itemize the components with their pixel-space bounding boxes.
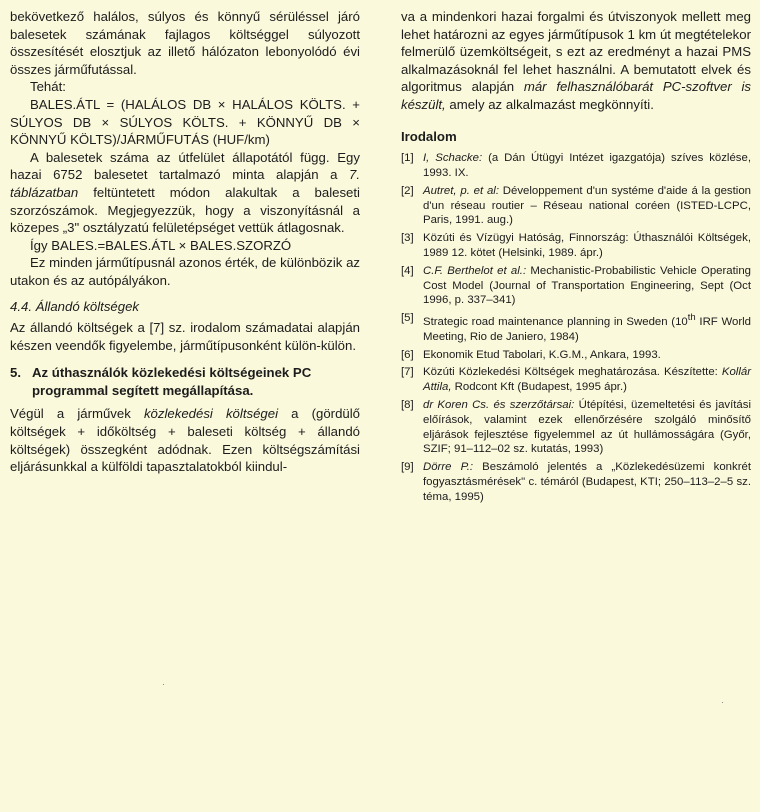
section-number: 5.	[10, 365, 21, 381]
reference-text	[423, 398, 751, 457]
scan-artifact	[163, 684, 164, 685]
reference-text	[423, 264, 751, 308]
reference-body: Strategic road maintenance planning in Sweden (10	[423, 315, 688, 328]
reference-body: (a Dán Útügyi Intézet igazgatója) szíves közlése, 1993. IX.	[423, 152, 751, 179]
reference-item	[401, 151, 751, 181]
section-heading-4-4: 4.4. Állandó költségek	[10, 298, 140, 314]
superscript: th	[687, 312, 696, 324]
paragraph-accident-sum: bekövetkező halálos, súlyos és könnyű sérüléssel járó balesetek számának fajlagos költséggel súlyozott összesítését elosztjuk az illető hálózaton lebonyolódó évi összes járműfutással.	[10, 9, 360, 77]
italic-software-note: már felhasználóbarát PC-szoftver is készült,	[401, 79, 751, 112]
reference-body: Mechanistic-Probabilistic Vehicle Operating Cost Model (Journal of Transportation Engineering, Sept (Oct 1996, p. 337–341)	[423, 264, 752, 307]
reference-number: [9]	[401, 461, 414, 474]
reference-author: dr Koren Cs. és szerzőtársai:	[423, 398, 575, 411]
formula-bales: Így BALES.=BALES.ÁTL × BALES.SZORZÓ	[30, 237, 292, 253]
reference-body: Ekonomik Etud Tabolari, K.G.M., Ankara, 1993.	[423, 348, 661, 361]
reference-item	[401, 231, 751, 261]
text-run: amely az alkalmazást megkönnyíti.	[445, 96, 654, 112]
reference-body: IRF World Meeting, Rio de Janiero, 1984)	[423, 315, 751, 343]
text-run: a (gördülő költségek + időköltség + baleseti költség + állandó költségek) összegként adódnak. Ezen költségszámítási eljárásunkkal a külföldi tapasztalatokból kiindul-	[10, 406, 360, 475]
reference-number: [8]	[401, 398, 414, 411]
scan-artifact	[722, 702, 723, 703]
reference-number: [3]	[401, 232, 414, 245]
left-column	[10, 8, 360, 476]
text-run: va a mindenkori hazai forgalmi és útviszonyok mellett meg lehet határozni az egyes járműtípusok 1 km út megtételekor felmerülő üzemköltségeit, s ezt az eredményt a hazai PMS alkalmazásoknál fel lehet használni. A bemutatott elvek és algoritmus alapján	[401, 9, 751, 95]
references-heading: Irodalom	[401, 128, 457, 144]
reference-author: C.F. Berthelot et al.:	[423, 264, 527, 277]
reference-body: Közúti Közlekedési Költségek meghatározása. Készítette:	[423, 366, 722, 379]
text-run: feltüntetett módon alakultak a baleseti szorzószámok. Megjegyezzük, hogy a viszonyításnál a közepes „3" osztályzatú felületépséget vettük átlagosnak.	[10, 184, 360, 236]
reference-text	[423, 311, 751, 344]
reference-list	[401, 151, 751, 504]
reference-body: Közúti és Vízügyi Hatóság, Finnország: Úthasználói Költségek, 1989 12. kötet (Helsinki, 1989. ápr.)	[423, 232, 751, 259]
reference-item	[401, 184, 751, 228]
paragraph-transport-costs	[10, 405, 360, 475]
reference-number: [6]	[401, 348, 414, 361]
text-run: A balesetek száma az útfelület állapotától függ. Egy hazai 6752 balesetet tartalmazó minta alapján a	[10, 149, 360, 183]
reference-number: [5]	[401, 312, 414, 325]
reference-number: [4]	[401, 264, 414, 277]
text-run: Végül a járművek	[10, 406, 144, 422]
reference-text	[423, 151, 751, 181]
reference-item	[401, 398, 751, 457]
section-heading-5	[10, 364, 360, 399]
label-tehat: Tehát:	[30, 79, 66, 95]
reference-body: Útépítési, üzemeltetési és javítási előírások, valamint ezek ellenőrzésére szolgáló minősítő eljárások fejlesztése figyelemmel az út hullámosságára (Győr, SZIF; 91–112–02 sz. kutatás, 1993)	[423, 398, 751, 456]
formula-bales-atl: BALES.ÁTL = (HALÁLOS DB × HALÁLOS KÖLTS. + SÚLYOS DB × SÚLYOS KÖLTS. + KÖNNYŰ DB × KÖNNYŰ KÖLTS)/JÁRMŰFUTÁS (HUF/km)	[10, 96, 360, 148]
reference-body: Beszámoló jelentés a „Közlekedésüzemi konkrét fogyasztásmérések" c. témáról (Budapest, KTI; 250–113–2–5 sz. téma, 1995)	[423, 461, 752, 503]
reference-body: Développement d'un systéme d'aide á la gestion d'un réseau routier – Réseau national coréen (ISTED-LCPC, Paris, 1991. aug.)	[423, 184, 751, 227]
reference-author: Dörre P.:	[423, 461, 474, 474]
paragraph-continuation	[401, 8, 751, 114]
italic-term: közlekedési költségei	[143, 406, 279, 422]
paragraph-fixed-costs: Az állandó költségek a [7] sz. irodalom számadatai alapján készen veendők figyelembe, járműtípusonként külön-külön.	[10, 320, 360, 353]
reference-item	[401, 348, 751, 363]
paragraph-accident-count	[10, 149, 360, 237]
reference-item	[401, 460, 751, 504]
reference-author: Kollár Attila,	[423, 366, 751, 394]
reference-item	[401, 311, 751, 344]
reference-text	[423, 348, 751, 363]
reference-author: Autret, p. et al:	[423, 184, 499, 197]
reference-body: Rodcont Kft (Budapest, 1995 ápr.)	[451, 381, 627, 394]
reference-text	[423, 365, 751, 395]
reference-number: [2]	[401, 184, 414, 197]
reference-author: I, Schacke:	[423, 152, 483, 165]
right-column	[401, 8, 751, 507]
reference-number: [7]	[401, 366, 414, 379]
paragraph-vehicle-value: Ez minden járműtípusnál azonos érték, de különbözik az utakon és az autópályákon.	[10, 255, 360, 288]
reference-item	[401, 365, 751, 395]
reference-text	[423, 231, 751, 261]
table-reference: 7. táblázatban	[10, 167, 360, 200]
reference-item	[401, 264, 751, 308]
reference-text	[423, 184, 751, 228]
reference-number: [1]	[401, 152, 414, 165]
reference-text	[423, 460, 751, 504]
section-title: Az úthasználók közlekedési költségeinek PC programmal segített megállapítása.	[32, 365, 312, 398]
